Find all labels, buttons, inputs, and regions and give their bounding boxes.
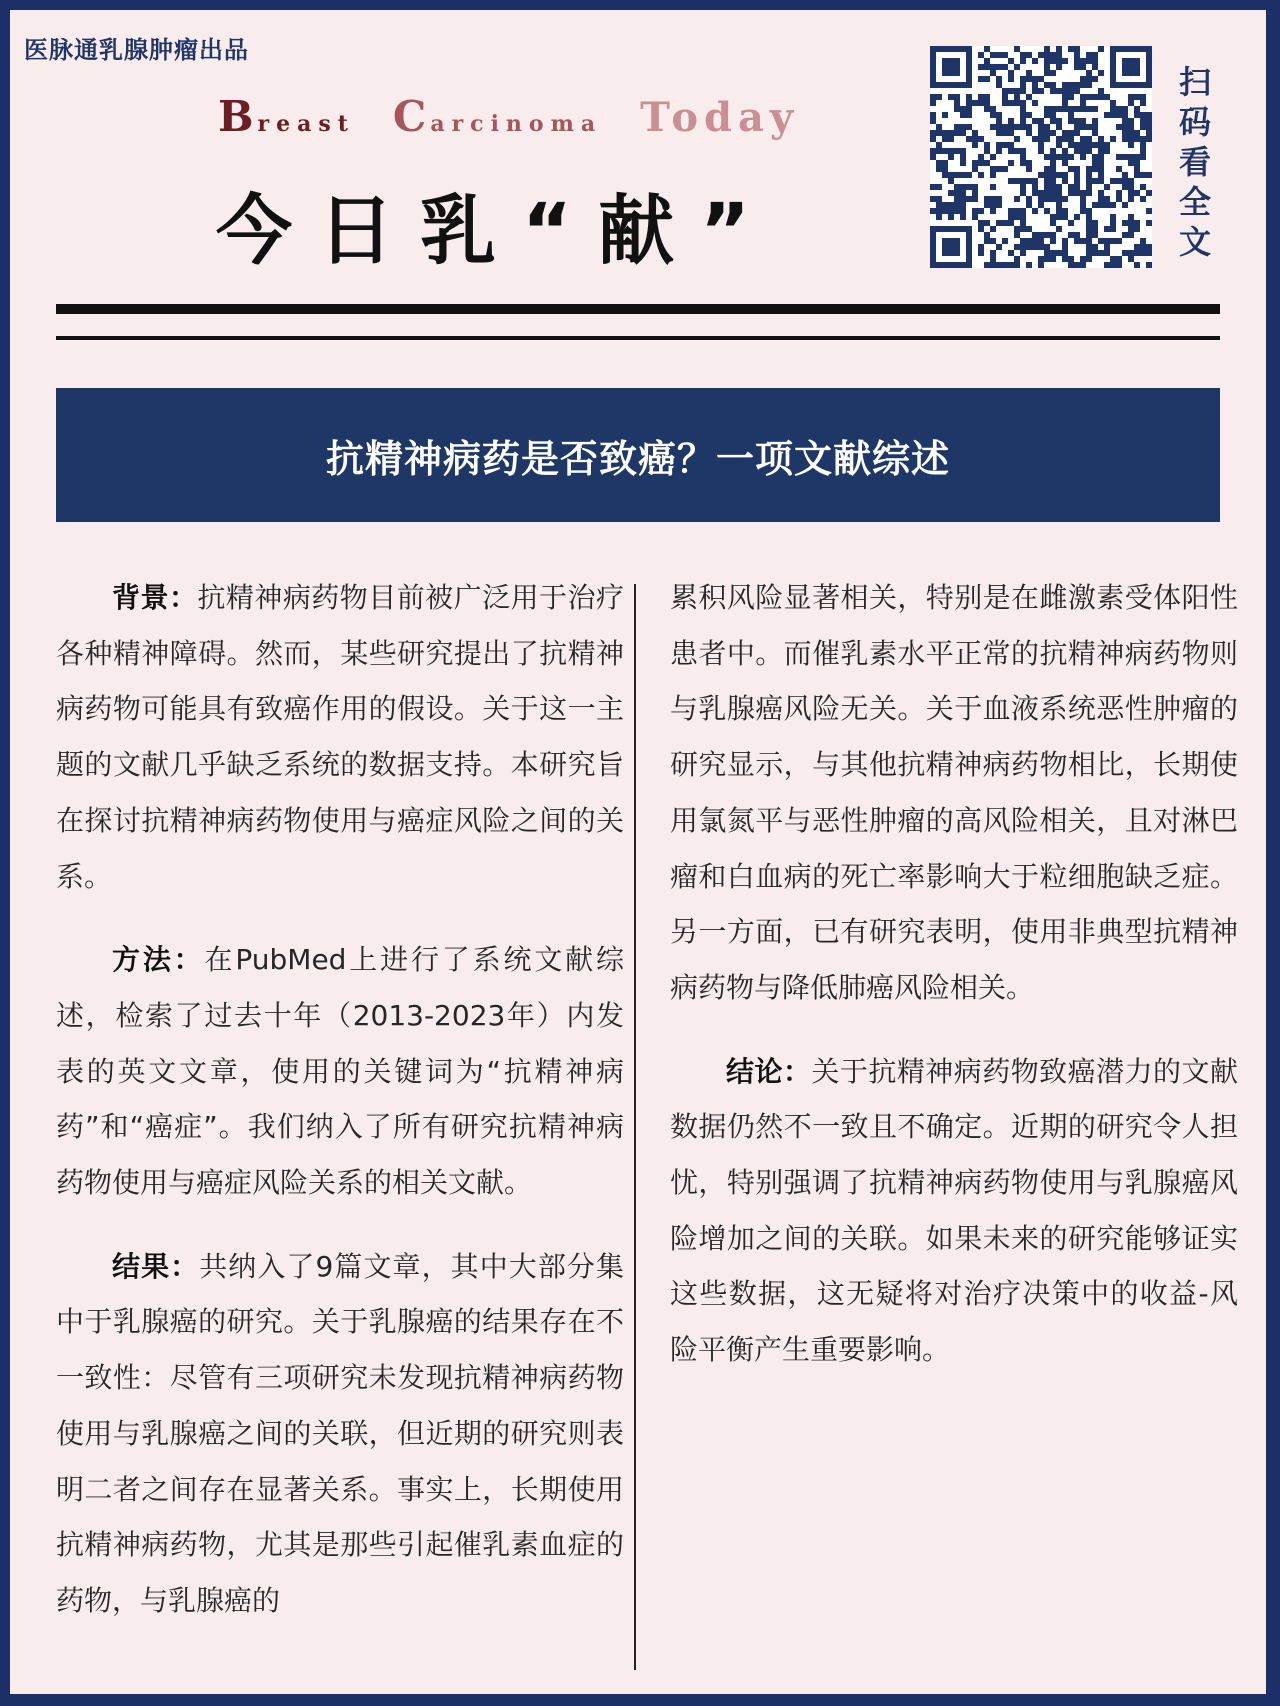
methods-text: 在PubMed上进行了系统文献综述，检索了过去十年（2013-2023年）内发表的英文文章，使用的关键词为“抗精神病药”和“癌症”。我们纳入了所有研究抗精神病药物使用与癌症风险关系的相关文献。 [56, 943, 624, 1200]
article-title: 抗精神病药是否致癌？一项文献综述 [325, 436, 950, 481]
conclusion-label: 结论： [726, 1054, 812, 1088]
conclusion-text: 关于抗精神病药物致癌潜力的文献数据仍然不一致且不确定。近期的研究令人担忧，特别强调了抗精神病药物使用与乳腺癌风险增加之间的关联。如果未来的研究能够证实这些数据，这无疑将对治疗决策中的收益-风险平衡产生重要影响。 [670, 1054, 1238, 1367]
background-text: 抗精神病药物目前被广泛用于治疗各种精神障碍。然而，某些研究提出了抗精神病药物可能具有致癌作用的假设。关于这一主题的文献几乎缺乏系统的数据支持。本研究旨在探讨抗精神病药物使用与癌症风险之间的关系。 [56, 581, 624, 893]
right-column [670, 570, 1238, 1406]
results-text-continued: 累积风险显著相关，特别是在雌激素受体阳性患者中。而催乳素水平正常的抗精神病药物则与乳腺癌风险无关。关于血液系统恶性肿瘤的研究显示，与其他抗精神病药物相比，长期使用氯氮平与恶性肿瘤的高风险相关，且对淋巴瘤和白血病的死亡率影响大于粒细胞缺乏症。另一方面，已有研究表明，使用非典型抗精神病药物与降低肺癌风险相关。 [670, 581, 1238, 1004]
results-paragraph-continued [670, 570, 1238, 1016]
producer-credit: 医脉通乳腺肿瘤出品 [24, 36, 249, 64]
results-paragraph [56, 1239, 624, 1629]
article-title-banner [56, 388, 1220, 522]
background-paragraph [56, 570, 624, 904]
results-text: 共纳入了9篇文章，其中大部分集中于乳腺癌的研究。关于乳腺癌的结果存在不一致性：尽管有三项研究未发现抗精神病药物使用与乳腺癌之间的关联，但近期的研究则表明二者之间存在显著关系。事实上，长期使用抗精神病药物，尤其是那些引起催乳素血症的药物，与乳腺癌的 [56, 1249, 624, 1617]
brand-word-breast: Breast [218, 92, 355, 141]
background-label: 背景： [112, 581, 198, 614]
results-label: 结果： [112, 1249, 200, 1283]
column-divider [634, 584, 636, 1670]
conclusion-paragraph [670, 1044, 1238, 1378]
methods-paragraph [56, 932, 624, 1211]
methods-label: 方法： [112, 943, 205, 977]
page [10, 10, 1266, 1694]
scan-caption: 扫码看全文 [1178, 63, 1211, 261]
column-title: 今日乳“献” [216, 186, 776, 275]
brand-word-carcinoma: Carcinoma [392, 92, 603, 141]
qr-code-icon[interactable] [930, 46, 1152, 268]
brand-tagline [218, 92, 837, 141]
divider-rule-thin [56, 336, 1220, 340]
divider-rule-thick [56, 304, 1220, 314]
left-column [56, 570, 624, 1657]
brand-word-today: Today [640, 94, 800, 141]
